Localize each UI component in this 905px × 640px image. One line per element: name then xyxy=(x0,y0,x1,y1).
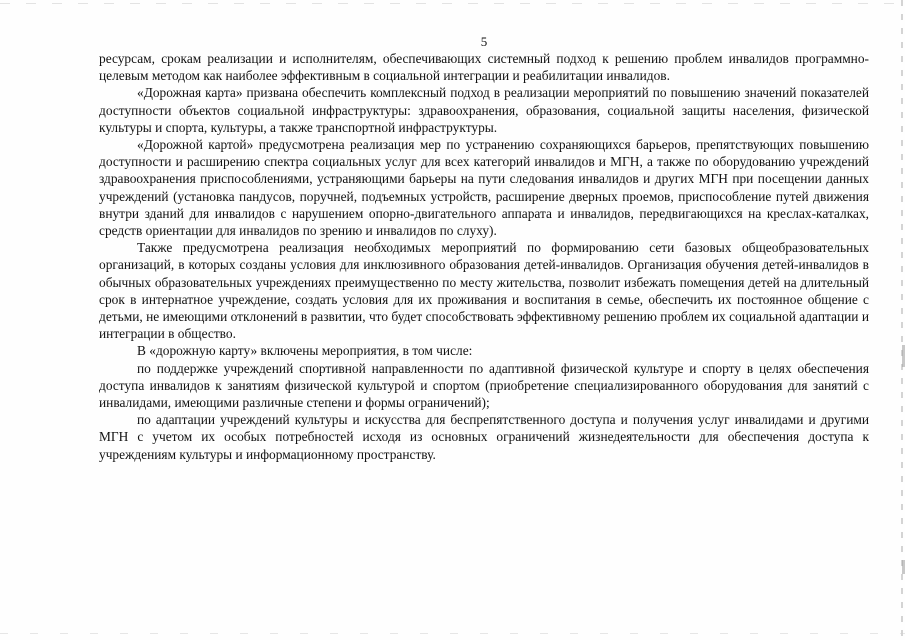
paragraph: «Дорожная карта» призвана обеспечить комплексный подход в реализации мероприятий по повышению значений показателей доступности объектов социальной инфраструктуры: здравоохранения, образования, социальной защиты населения, физической культуры и спорта, культуры, а также транспортной инфраструктуры. xyxy=(99,85,869,135)
scan-artifact-right xyxy=(901,0,903,640)
paragraph: Также предусмотрена реализация необходимых мероприятий по формированию сети базовых общеобразовательных организаций, в которых созданы условия для инклюзивного образования детей-инвалидов. Организация обучения детей-инвалидов в обычных образовательных учреждениях преимущественно по месту жительства, позволит избежать помещения детей на длительный срок в интернатное учреждение, создать условия для их проживания и воспитания в семье, обеспечить их постоянное общение с детьми, не имеющими отклонений в развитии, что будет способствовать эффективному решению проблем их социальной адаптации и интеграции в общество. xyxy=(99,240,869,342)
scan-artifact-bottom xyxy=(0,633,905,634)
paragraph: В «дорожную карту» включены мероприятия, в том числе: xyxy=(137,343,473,359)
scan-artifact-top xyxy=(0,3,905,4)
paragraph: по поддержке учреждений спортивной направленности по адаптивной физической культуре и спорту в целях обеспечения доступа инвалидов к занятиям физической культурой и спортом (приобретение специализированного оборудования для занятий с инвалидами, имеющими различные степени и формы ограничений); xyxy=(99,360,869,411)
document-body xyxy=(99,50,869,463)
paragraph: «Дорожной картой» предусмотрена реализация мер по устранению сохраняющихся барьеров, препятствующих повышению доступности и расширению спектра социальных услуг для всех категорий инвалидов и МГН, а также по оборудованию учреждений здравоохранения приспособлениями, устраняющими барьеры на пути следования инвалидов и других МГН при посещении данных учреждений (установка пандусов, поручней, подъемных устройств, расширение дверных проемов, приспособление путей движения внутри зданий для инвалидов с нарушением опорно-двигательного аппарата и инвалидов, передвигающихся на креслах-каталках, средств ориентации для инвалидов по зрению и инвалидов по слуху). xyxy=(99,137,869,239)
page-number: 5 xyxy=(480,34,488,49)
paragraph: по адаптации учреждений культуры и искусства для беспрепятственного доступа и получения услуг инвалидами и другими МГН с учетом их особых потребностей исходя из основных ограничений жизнедеятельности для обеспечения доступа к учреждениям культуры и информационному пространству. xyxy=(99,412,869,462)
paragraph: ресурсам, срокам реализации и исполнителям, обеспечивающих системный подход к решению проблем инвалидов программно-целевым методом как наиболее эффективным в социальной интеграции и реабилитации инвалидов. xyxy=(99,51,869,84)
